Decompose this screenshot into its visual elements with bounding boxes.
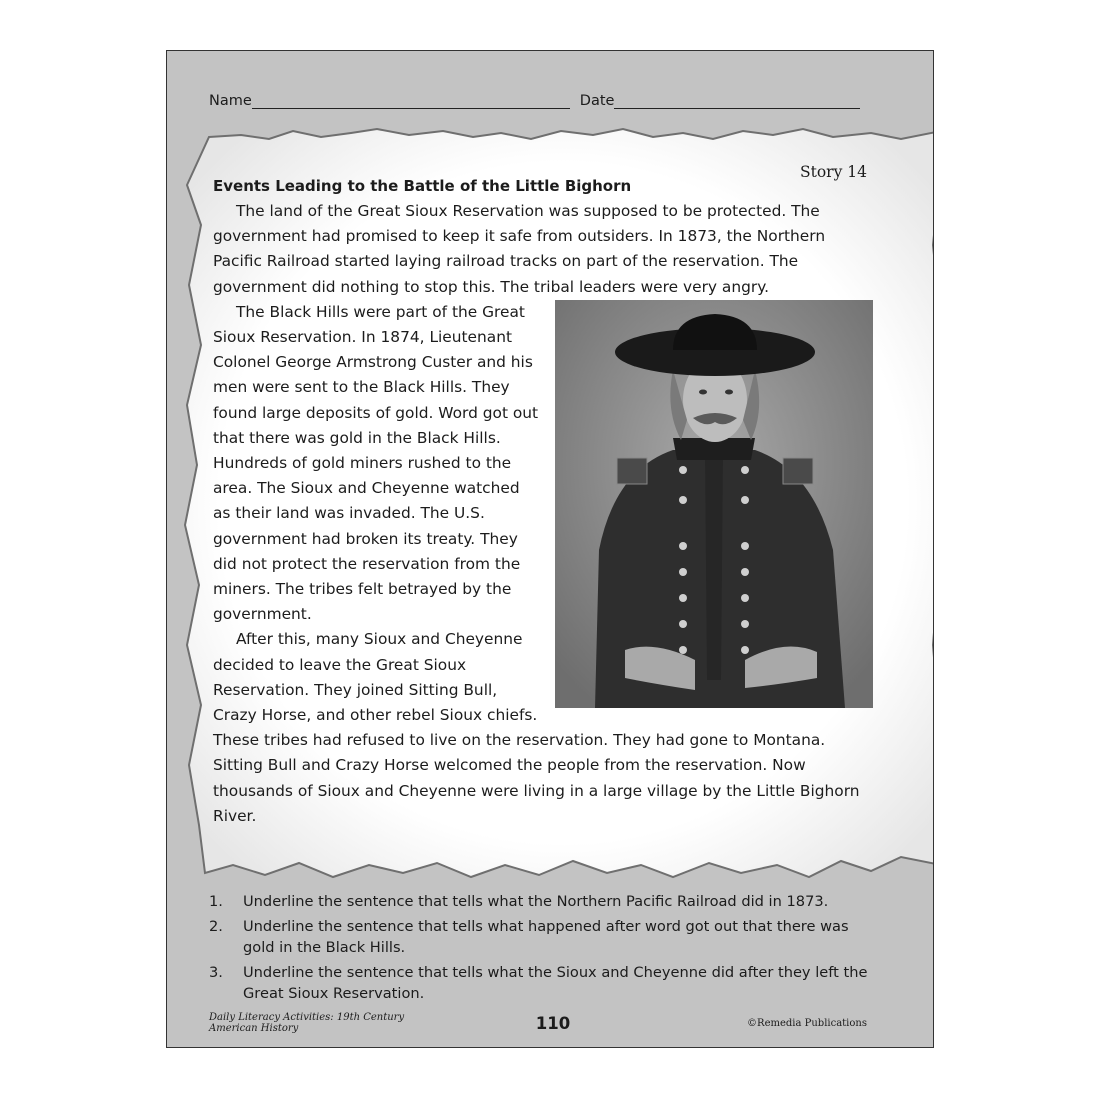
name-label: Name xyxy=(209,93,252,109)
question-item xyxy=(209,962,869,1004)
custer-portrait-photo xyxy=(555,300,873,708)
date-blank[interactable] xyxy=(614,94,860,109)
story-title: Events Leading to the Battle of the Little Bighorn xyxy=(213,177,632,195)
question-item xyxy=(209,916,869,958)
question-number: 3. xyxy=(209,964,223,981)
question-text: Underline the sentence that tells what the Northern Pacific Railroad did in 1873. xyxy=(243,893,829,910)
worksheet-page xyxy=(166,50,934,1048)
question-text: Underline the sentence that tells what the Sioux and Cheyenne did after they left the Great Sioux Reservation. xyxy=(243,964,868,1002)
copyright-notice: ©Remedia Publications xyxy=(747,1017,867,1029)
story-paragraph-1: The land of the Great Sioux Reservation was supposed to be protected. The government had promised to keep it safe from outsiders. In 1873, the Northern Pacific Railroad started laying railroad tracks on part of the reservation. The government did nothing to stop this. The tribal leaders were very angry. xyxy=(213,202,826,296)
book-title: Daily Literacy Activities: 19th Century American History xyxy=(209,1012,405,1034)
page-number: 110 xyxy=(535,1013,571,1033)
question-list xyxy=(209,891,869,1008)
date-label: Date xyxy=(579,93,615,109)
story-body xyxy=(213,199,873,829)
page-footer xyxy=(209,1011,867,1035)
story-number: Story 14 xyxy=(800,163,867,181)
question-item xyxy=(209,891,869,912)
question-number: 1. xyxy=(209,893,223,910)
name-date-line xyxy=(209,93,863,109)
question-text: Underline the sentence that tells what happened after word got out that there was gold in the Black Hills. xyxy=(243,918,849,956)
story-paragraph-3: After this, many Sioux and Cheyenne decided to leave the Great Sioux Reservation. They joined Sitting Bull, Crazy Horse, and other rebel Sioux chiefs. These tribes had refused to live on the reservation. They had gone to Montana. Sitting Bull and Crazy Horse welcomed the people from the reservation. Now thousands of Sioux and Cheyenne were living in a large village by the Little Bighorn River. xyxy=(213,630,860,825)
question-number: 2. xyxy=(209,918,223,935)
name-blank[interactable] xyxy=(252,94,570,109)
story-paragraph-2: The Black Hills were part of the Great Sioux Reservation. In 1874, Lieutenant Colonel George Armstrong Custer and his men were sent to the Black Hills. They found large deposits of gold. Word got out that there was gold in the Black Hills. Hundreds of gold miners rushed to the area. The Sioux and Cheyenne watched as their land was invaded. The U.S. government had broken its treaty. They did not protect the reservation from the miners. The tribes felt betrayed by the government. xyxy=(213,302,539,624)
